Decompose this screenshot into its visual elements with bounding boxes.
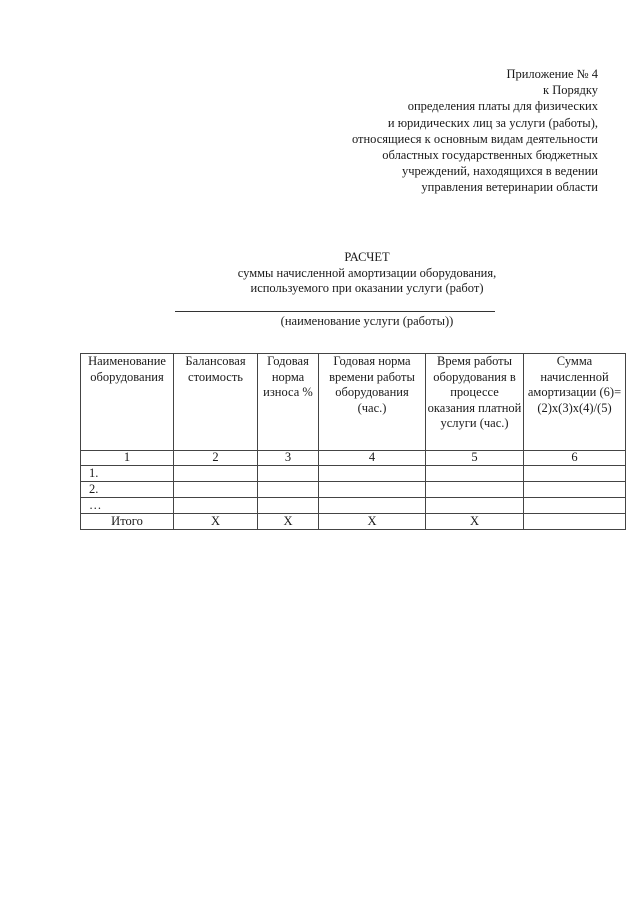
depreciation-table	[80, 353, 626, 530]
table-cell	[174, 498, 258, 514]
table-header-row	[81, 354, 626, 451]
table-row	[81, 466, 626, 482]
table-cell: 1.	[81, 466, 174, 482]
total-cell: Х	[174, 514, 258, 530]
table-cell	[426, 498, 524, 514]
title-subtitle-line: суммы начисленной амортизации оборудования,	[237, 265, 497, 280]
total-cell: Х	[319, 514, 426, 530]
column-header: Годовая норма износа %	[258, 354, 319, 451]
table-cell	[258, 482, 319, 498]
table-cell	[426, 466, 524, 482]
table-cell	[524, 498, 626, 514]
column-number: 1	[81, 451, 174, 466]
appendix-line: и юридических лиц за услуги (работы),	[387, 115, 598, 130]
column-number: 4	[319, 451, 426, 466]
service-name-blank-line	[175, 311, 495, 312]
column-header: Наименование оборудования	[81, 354, 174, 451]
column-header: Годовая норма времени работы оборудования (час.)	[319, 354, 426, 451]
total-cell	[524, 514, 626, 530]
title-heading: РАСЧЕТ	[344, 250, 390, 264]
table-cell	[319, 466, 426, 482]
column-header: Время работы оборудования в процессе оказания платной услуги (час.)	[426, 354, 524, 451]
appendix-line: относящиеся к основным видам деятельности	[351, 131, 598, 146]
table-row	[81, 482, 626, 498]
title-subtitle-line: используемого при оказании услуги (работ)	[250, 281, 484, 295]
total-row	[81, 514, 626, 530]
table-cell	[319, 482, 426, 498]
appendix-line: учреждений, находящихся в ведении	[401, 164, 598, 179]
table-cell	[426, 482, 524, 498]
table-row	[81, 498, 626, 514]
column-number: 5	[426, 451, 524, 466]
appendix-line: управления ветеринарии области	[421, 180, 598, 195]
total-cell: Х	[426, 514, 524, 530]
table-cell	[524, 482, 626, 498]
total-cell: Х	[258, 514, 319, 530]
appendix-line: определения платы для физических	[407, 99, 598, 114]
table-cell	[258, 466, 319, 482]
table-cell	[258, 498, 319, 514]
appendix-header	[352, 66, 598, 196]
total-label: Итого	[81, 514, 174, 530]
appendix-line: Приложение № 4	[506, 67, 598, 81]
column-number: 2	[174, 451, 258, 466]
column-number: 6	[524, 451, 626, 466]
column-number: 3	[258, 451, 319, 466]
service-name-caption: (наименование услуги (работы))	[280, 314, 454, 328]
table-cell	[174, 482, 258, 498]
column-header: Сумма начисленной амортизации (6)=(2)х(3)х(4)/(5)	[524, 354, 626, 451]
table-cell	[319, 498, 426, 514]
document-title	[80, 250, 640, 297]
table-cell: 2.	[81, 482, 174, 498]
table-cell: …	[81, 498, 174, 514]
column-number-row	[81, 451, 626, 466]
column-header: Балансовая стоимость	[174, 354, 258, 451]
appendix-line: областных государственных бюджетных	[382, 148, 598, 163]
appendix-line: к Порядку	[543, 83, 598, 98]
table-cell	[174, 466, 258, 482]
table-cell	[524, 466, 626, 482]
